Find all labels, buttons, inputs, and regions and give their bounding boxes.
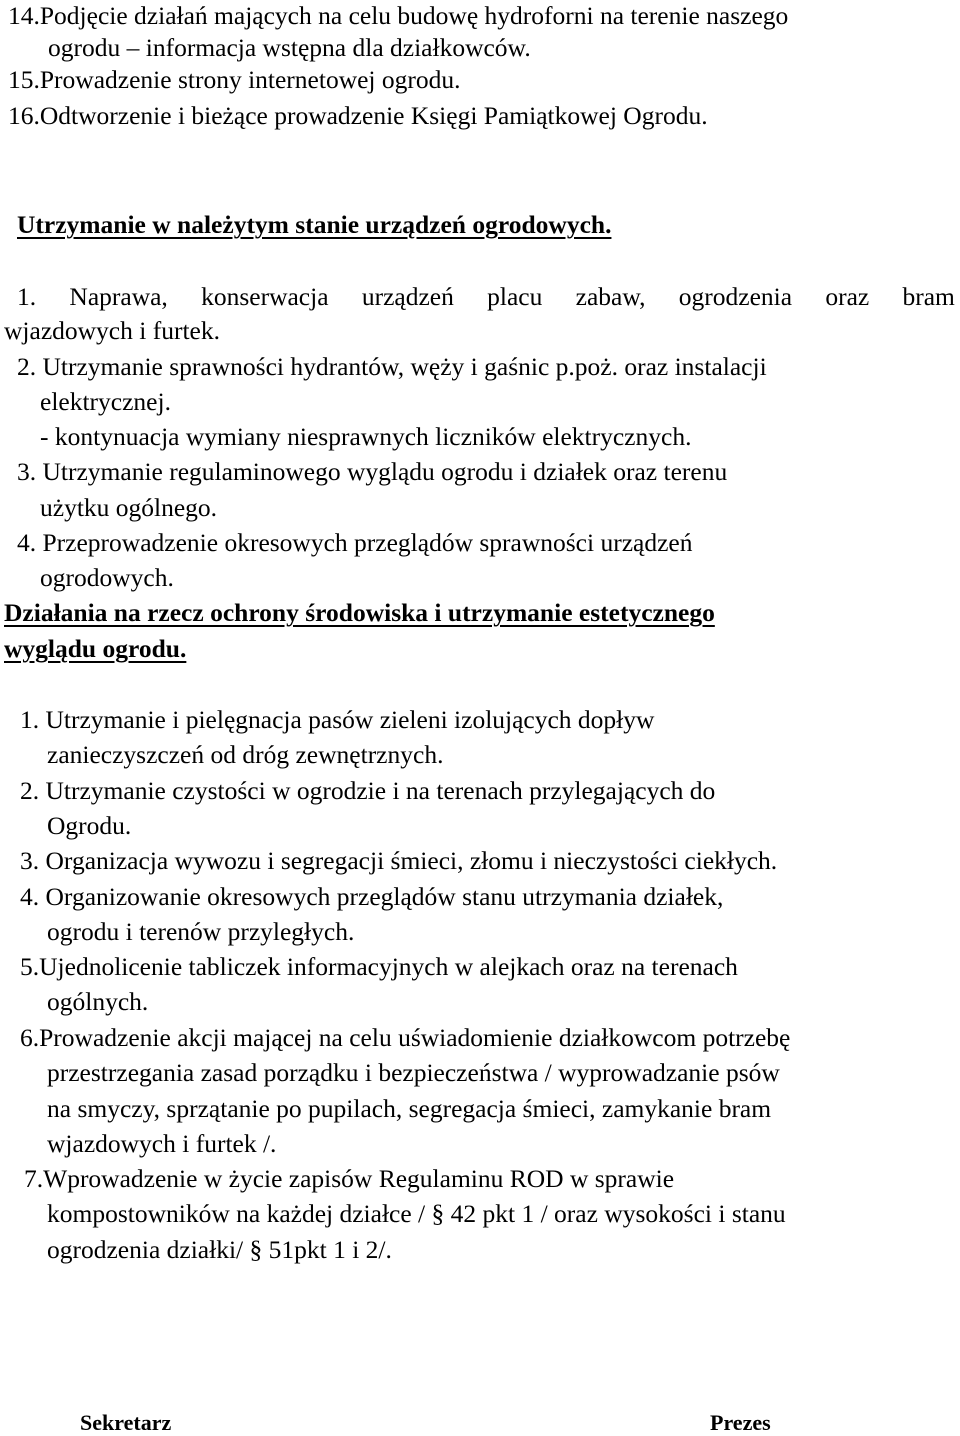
section2-item-1-line1: 1. Utrzymanie i pielęgnacja pasów zieleni izolujących dopływ	[20, 705, 655, 734]
section2-item-5-line2: ogólnych.	[47, 987, 149, 1016]
section1-item-3-line2: użytku ogólnego.	[40, 493, 218, 522]
section1-item-1-line1	[17, 282, 955, 312]
section2-item-2-line1: 2. Utrzymanie czystości w ogrodzie i na terenach przylegających do	[20, 776, 716, 805]
list-item-14-line1: 14.Podjęcie działań mających na celu budowę hydroforni na terenie naszego	[8, 1, 789, 30]
section-heading-environment-line1: Działania na rzecz ochrony środowiska i utrzymanie estetycznego	[4, 598, 715, 627]
justified-word: 1.	[17, 282, 37, 311]
signature-president: Prezes	[710, 1410, 771, 1435]
section2-item-4-line2: ogrodu i terenów przyległych.	[47, 917, 355, 946]
justified-word: ogrodzenia	[678, 282, 793, 311]
justified-word: bram	[902, 282, 955, 311]
justified-word: konserwacja	[201, 282, 329, 311]
list-item-16: 16.Odtworzenie i bieżące prowadzenie Księgi Pamiątkowej Ogrodu.	[8, 101, 708, 130]
section1-item-3-line1: 3. Utrzymanie regulaminowego wyglądu ogrodu i działek oraz terenu	[17, 457, 728, 486]
section2-item-6-line1: 6.Prowadzenie akcji mającej na celu uświadomienie działkowcom potrzebę	[20, 1023, 791, 1052]
section-heading-environment-line2: wyglądu ogrodu.	[4, 634, 187, 663]
section1-item-1-line2: wjazdowych i furtek.	[4, 316, 220, 345]
justified-word: oraz	[825, 282, 870, 311]
justified-word: Naprawa,	[69, 282, 168, 311]
section1-item-4-line2: ogrodowych.	[40, 563, 174, 592]
section2-item-6-line2: przestrzegania zasad porządku i bezpieczeństwa / wyprowadzanie psów	[47, 1058, 780, 1087]
section1-item-4-line1: 4. Przeprowadzenie okresowych przeglądów sprawności urządzeń	[17, 528, 693, 557]
section1-item-2-line1: 2. Utrzymanie sprawności hydrantów, węży i gaśnic p.poż. oraz instalacji	[17, 352, 767, 381]
section-heading-maintenance: Utrzymanie w należytym stanie urządzeń ogrodowych.	[17, 210, 612, 239]
justified-word: placu	[487, 282, 543, 311]
section2-item-6-line4: wjazdowych i furtek /.	[47, 1129, 277, 1158]
section2-item-7-line1: 7.Wprowadzenie w życie zapisów Regulaminu ROD w sprawie	[24, 1164, 675, 1193]
section2-item-2-line2: Ogrodu.	[47, 811, 132, 840]
signature-secretary: Sekretarz	[80, 1410, 172, 1435]
section1-item-2-subitem: - kontynuacja wymiany niesprawnych liczników elektrycznych.	[40, 422, 692, 451]
section2-item-4-line1: 4. Organizowanie okresowych przeglądów stanu utrzymania działek,	[20, 882, 724, 911]
section2-item-1-line2: zanieczyszczeń od dróg zewnętrznych.	[47, 740, 444, 769]
list-item-15: 15.Prowadzenie strony internetowej ogrodu.	[8, 65, 461, 94]
justified-word: zabaw,	[575, 282, 646, 311]
section2-item-7-line2: kompostowników na każdej działce / § 42 pkt 1 / oraz wysokości i stanu	[47, 1199, 786, 1228]
section1-item-2-line2: elektrycznej.	[40, 387, 171, 416]
section2-item-6-line3: na smyczy, sprzątanie po pupilach, segregacja śmieci, zamykanie bram	[47, 1094, 772, 1123]
section2-item-3: 3. Organizacja wywozu i segregacji śmieci, złomu i nieczystości ciekłych.	[20, 846, 778, 875]
section2-item-7-line3: ogrodzenia działki/ § 51pkt 1 i 2/.	[47, 1235, 392, 1264]
section2-item-5-line1: 5.Ujednolicenie tabliczek informacyjnych w alejkach oraz na terenach	[20, 952, 738, 981]
list-item-14-line2: ogrodu – informacja wstępna dla działkowców.	[48, 33, 531, 62]
justified-word: urządzeń	[361, 282, 454, 311]
